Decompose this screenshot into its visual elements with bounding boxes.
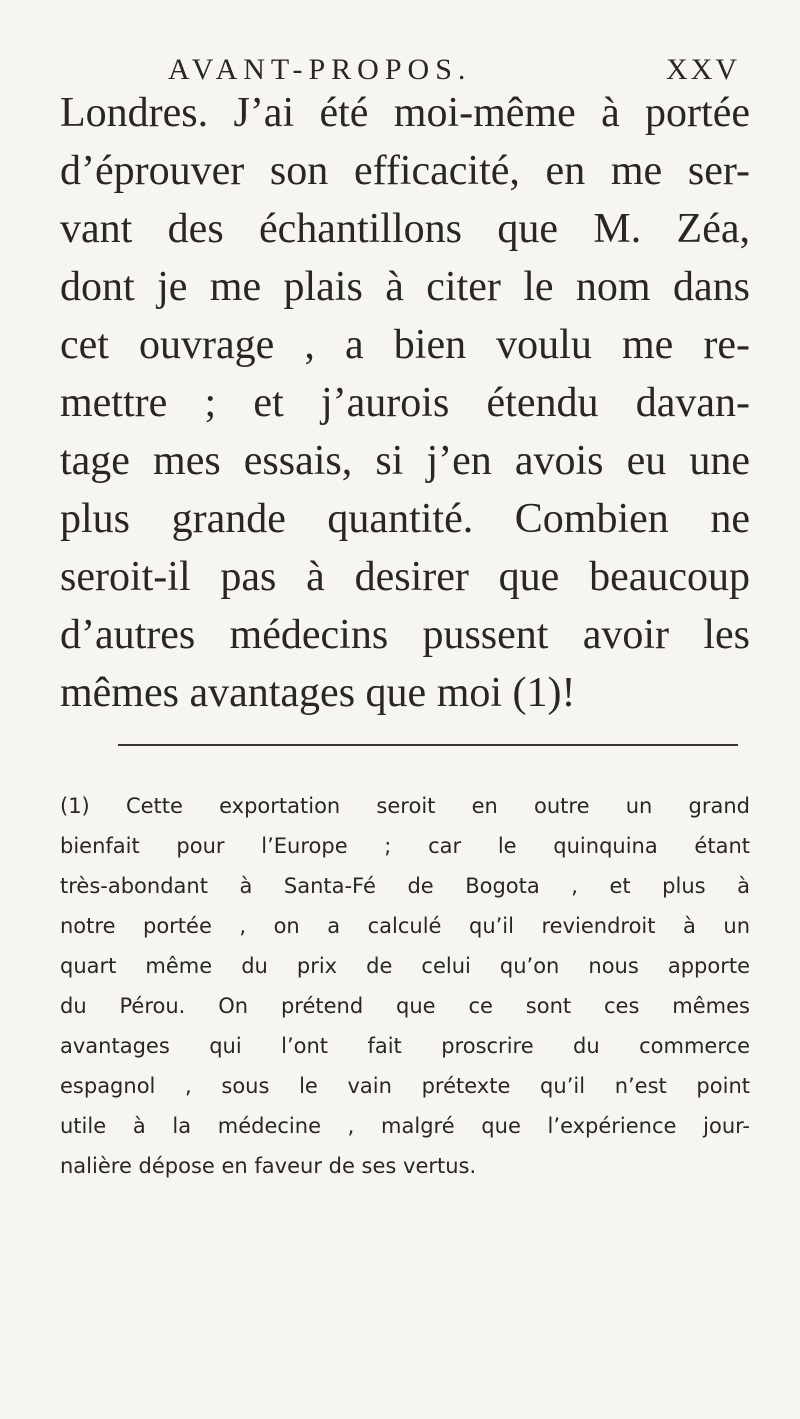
footnote-divider [118, 744, 738, 746]
text-line: seroit-il pas à desirer que beaucoup [60, 554, 750, 600]
text-line: plus grande quantité. Combien ne [60, 496, 750, 542]
page-number: XXV [666, 53, 740, 86]
text-line: tage mes essais, si j’en avois eu une [60, 438, 750, 484]
main-text [60, 84, 750, 722]
text-line: d’autres médecins pussent avoir les [60, 612, 750, 658]
running-head-title: AVANT-PROPOS. [168, 53, 472, 86]
footnote-line: utile à la médecine , malgré que l’expérience jour- [60, 1114, 750, 1138]
footnote-line: très-abondant à Santa-Fé de Bogota , et plus à [60, 874, 750, 898]
footnote-line: (1) Cette exportation seroit en outre un grand [60, 794, 750, 818]
footnote-line: bienfait pour l’Europe ; car le quinquina étant [60, 834, 750, 858]
footnote-line: notre portée , on a calculé qu’il reviendroit à un [60, 914, 750, 938]
footnote-line: espagnol , sous le vain prétexte qu’il n’est point [60, 1074, 750, 1098]
text-line: cet ouvrage , a bien voulu me re- [60, 322, 750, 368]
text-line: Londres. J’ai été moi-même à portée [60, 90, 750, 136]
text-line: vant des échantillons que M. Zéa, [60, 206, 750, 252]
text-line: dont je me plais à citer le nom dans [60, 264, 750, 310]
footnote [60, 786, 750, 1186]
text-line: d’éprouver son efficacité, en me ser- [60, 148, 750, 194]
footnote-line: du Pérou. On prétend que ce sont ces mêmes [60, 994, 750, 1018]
text-line: mettre ; et j’aurois étendu davan- [60, 380, 750, 426]
footnote-line: quart même du prix de celui qu’on nous apporte [60, 954, 750, 978]
text-line: mêmes avantages que moi (1)! [60, 670, 576, 716]
footnote-line: nalière dépose en faveur de ses vertus. [60, 1154, 477, 1178]
footnote-line: avantages qui l’ont fait proscrire du commerce [60, 1034, 750, 1058]
